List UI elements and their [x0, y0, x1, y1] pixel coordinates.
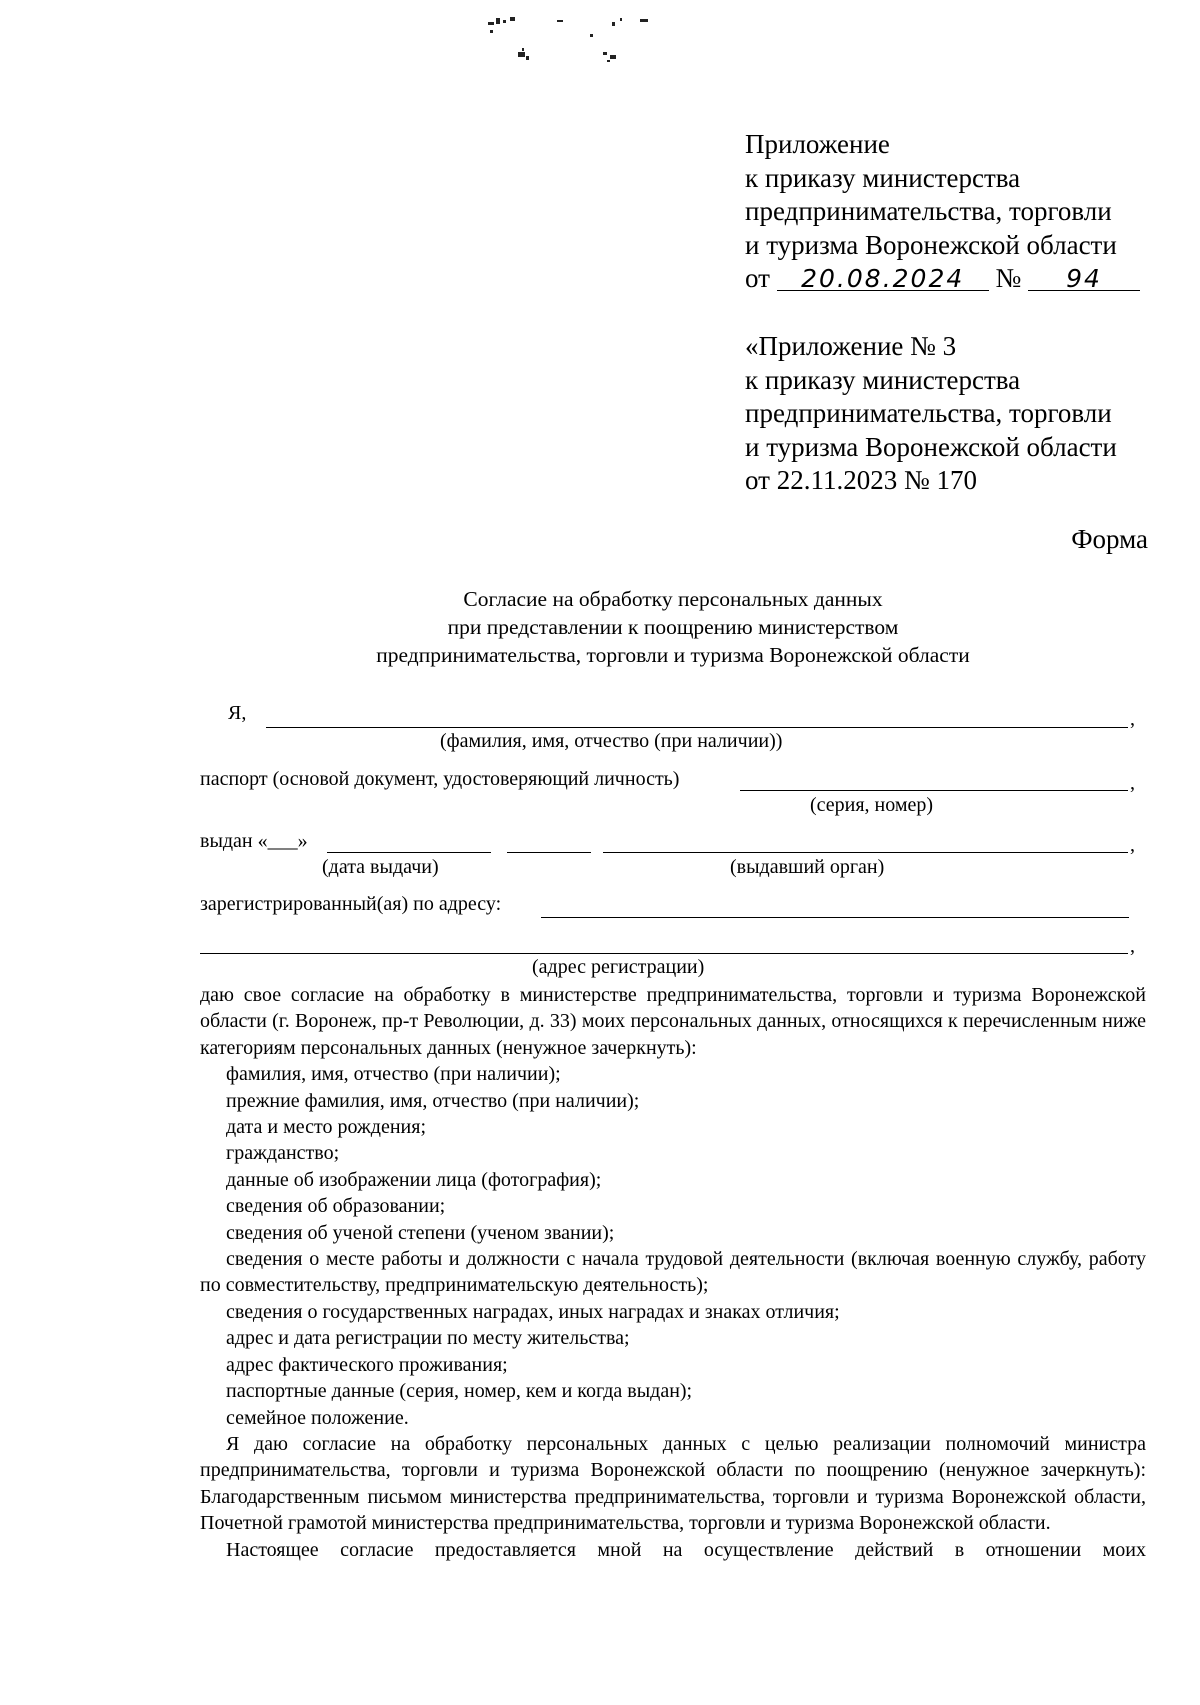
category-item: прежние фамилия, имя, отчество (при наличии);: [226, 1089, 640, 1112]
fio-field-line[interactable]: [266, 727, 1128, 728]
category-item: сведения о месте работы и должности с начала трудовой деятельности (включая военную службу, работу по совместительству, предпринимательскую деятельность);: [200, 1248, 1146, 1297]
appendix-1-line-3: предпринимательства, торговли: [745, 196, 1112, 226]
issue-date-line-2[interactable]: [507, 852, 591, 853]
purpose-paragraph: Я даю согласие на обработку персональных данных с целью реализации полномочий министра предпринимательства, торговли и туризма Воронежской области по поощрению (ненужное зачеркнуть): Благодарственным письмом министерства предпринимательства, торговли и туризма Воронежской области, Почетной грамотой министерства предпринимательства, торговли и туризма Воронежской области.: [200, 1432, 1146, 1535]
form-label: Форма: [1071, 524, 1148, 554]
appendix-1-line-1: Приложение: [745, 129, 890, 159]
passport-label: паспорт (основой документ, удостоверяющий личность): [200, 768, 680, 790]
handwritten-number: 94: [1028, 262, 1140, 291]
appendix-1-date-line: [745, 262, 1140, 296]
category-item: сведения об ученой степени (ученом звании);: [226, 1221, 615, 1244]
passport-caption: (серия, номер): [810, 794, 934, 816]
address-field-line[interactable]: [200, 953, 1128, 954]
appendix-2-line-1: «Приложение № 3: [745, 331, 957, 361]
consent-body: [200, 982, 1146, 1563]
appendix-block-1: [745, 128, 1140, 296]
fio-comma: ,: [1130, 708, 1135, 730]
appendix-2-line-4: и туризма Воронежской области: [745, 431, 1117, 462]
address-comma: ,: [1130, 935, 1135, 957]
last-line: Настоящее согласие предоставляется мной на осуществление действий в отношении моих: [226, 1538, 1146, 1561]
address-caption: (адрес регистрации): [532, 956, 705, 978]
appendix-1-line-2: к приказу министерства: [745, 162, 1021, 193]
ot-label: от: [745, 263, 770, 293]
passport-comma: ,: [1130, 772, 1135, 794]
consent-intro: даю свое согласие на обработку в министерстве предпринимательства, торговли и туризма Воронежской области (г. Воронеж, пр-т Революции, д. 33) моих персональных данных, относящихся к перечисленным ниже категориям персональных данных (ненужное зачеркнуть):: [200, 984, 1146, 1059]
category-item: дата и место рождения;: [226, 1116, 427, 1139]
category-item: сведения о государственных наградах, иных наградах и знаках отличия;: [226, 1300, 840, 1323]
ya-label: Я,: [228, 702, 247, 724]
category-item: гражданство;: [226, 1142, 340, 1165]
category-item: сведения об образовании;: [226, 1195, 446, 1218]
appendix-block-2: [745, 330, 1117, 498]
registered-field-line[interactable]: [541, 917, 1129, 918]
category-item: паспортные данные (серия, номер, кем и когда выдан);: [226, 1380, 693, 1403]
issue-date-caption: (дата выдачи): [322, 856, 439, 878]
category-item: семейное положение.: [226, 1406, 409, 1429]
issued-comma: ,: [1130, 834, 1135, 856]
document-title: [200, 585, 1146, 669]
category-item: данные об изображении лица (фотография);: [226, 1168, 602, 1191]
appendix-2-line-5: от 22.11.2023 № 170: [745, 465, 977, 495]
category-item: фамилия, имя, отчество (при наличии);: [226, 1063, 561, 1086]
registered-label: зарегистрированный(ая) по адресу:: [200, 893, 502, 915]
issue-date-line-1[interactable]: [327, 852, 491, 853]
category-item: адрес фактического проживания;: [226, 1353, 508, 1376]
title-line-2: при представлении к поощрению министерством: [447, 615, 899, 639]
scan-noise: [470, 8, 710, 78]
appendix-2-line-3: предпринимательства, торговли: [745, 398, 1112, 428]
appendix-1-line-4: и туризма Воронежской области: [745, 229, 1117, 260]
issued-label: выдан «___»: [200, 830, 308, 852]
passport-field-line[interactable]: [740, 790, 1128, 791]
number-label: №: [995, 263, 1022, 293]
title-line-3: предпринимательства, торговли и туризма Воронежской области: [376, 643, 970, 667]
handwritten-date: 20.08.2024: [777, 262, 989, 291]
issuer-field-line[interactable]: [603, 852, 1128, 853]
title-line-1: Согласие на обработку персональных данных: [463, 587, 883, 611]
fio-caption: (фамилия, имя, отчество (при наличии)): [440, 730, 783, 752]
category-item: адрес и дата регистрации по месту жительства;: [226, 1327, 630, 1350]
issuer-caption: (выдавший орган): [730, 856, 885, 878]
appendix-2-line-2: к приказу министерства: [745, 364, 1021, 395]
